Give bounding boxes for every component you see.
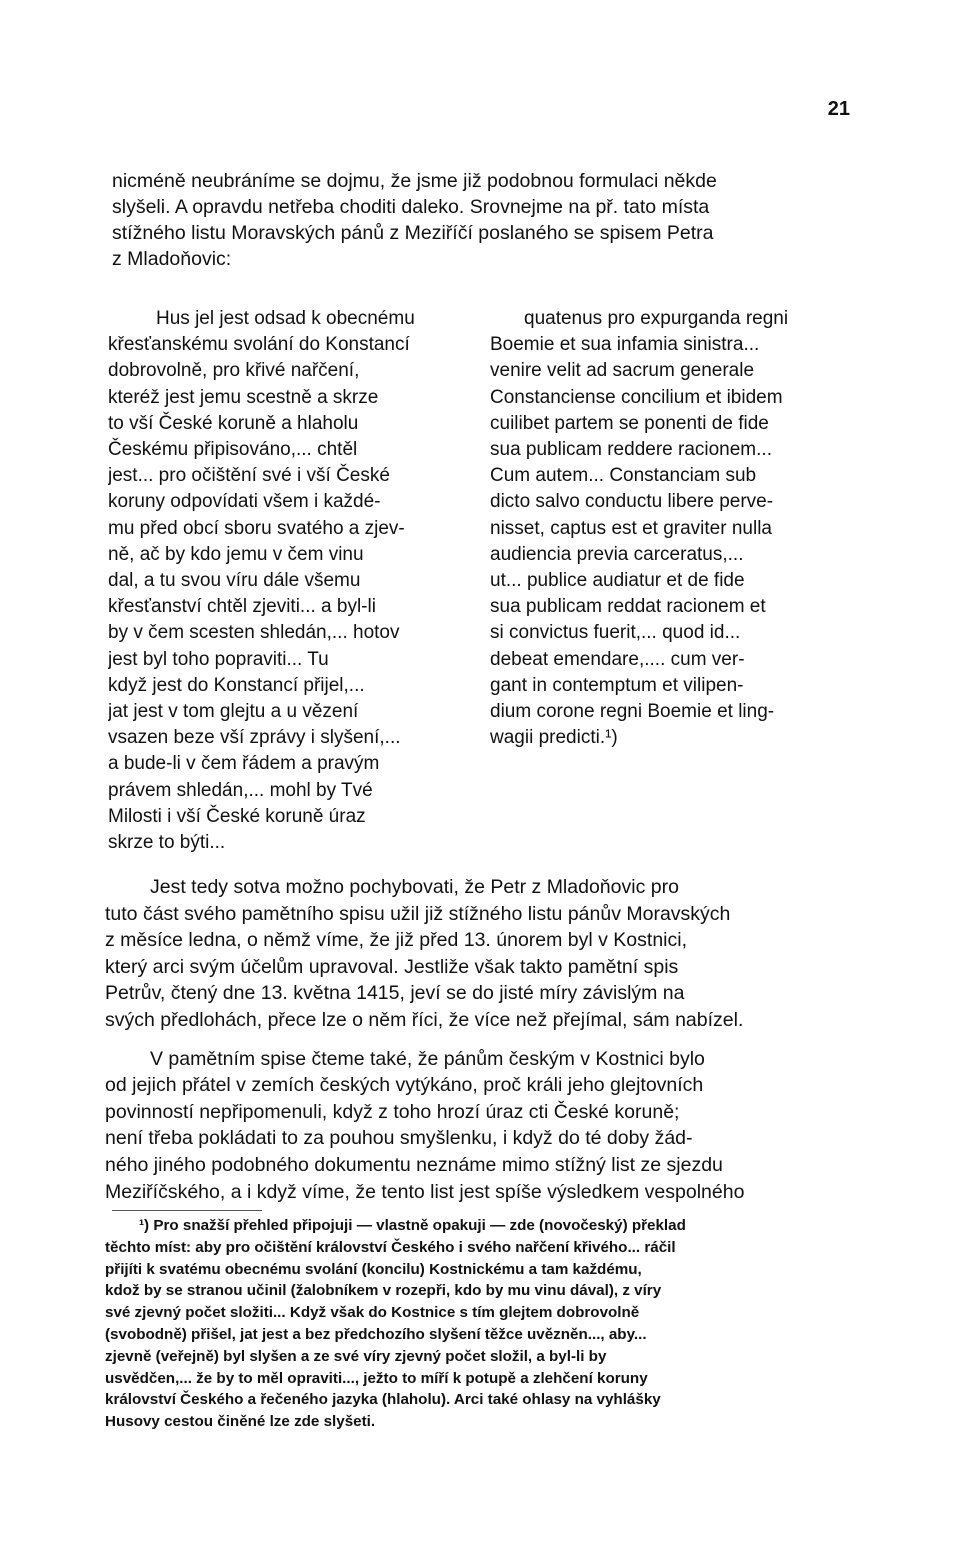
text-line: koruny odpovídati všem i každé- — [108, 491, 381, 513]
text-line: nicméně neubráníme se dojmu, že jsme již podobnou formulaci někde — [112, 170, 717, 192]
text-line: křesťanství chtěl zjeviti... a byl-li — [108, 596, 376, 618]
text-line: wagii predicti.¹) — [490, 727, 618, 749]
text-line: Husovy cestou činěné lze zde slyšeti. — [105, 1413, 376, 1431]
text-line: debeat emendare,.... cum ver- — [490, 648, 745, 670]
text-line: z měsíce ledna, o němž víme, že již před 13. únorem byl v Kostnici, — [105, 929, 688, 952]
text-line: těchto míst: aby pro očištění království Českého i svého nařčení křivého... ráčil — [105, 1238, 676, 1256]
text-line: slyšeli. A opravdu netřeba choditi daleko. Srovnejme na př. tato místa — [112, 196, 710, 218]
text-line: jest byl toho popraviti... Tu — [108, 648, 329, 670]
text-line: ¹) Pro snažší přehled připojuji — vlastně opakuji — zde (novočeský) překlad — [139, 1217, 686, 1234]
text-line: království Českého a řečeného jazyka (hlaholu). Arci také ohlasy na vyhlášky — [105, 1391, 661, 1409]
text-line: quatenus pro expurganda regni — [524, 308, 789, 329]
text-line: sua publicam reddat racionem et — [490, 596, 766, 618]
text-line: Jest tedy sotva možno pochybovati, že Petr z Mladoňovic pro — [150, 876, 679, 898]
paragraph — [105, 874, 845, 1034]
paragraph-gap — [105, 1034, 845, 1046]
text-line: dicto salvo conductu libere perve- — [490, 491, 774, 513]
text-line: právem shledán,... mohl by Tvé — [108, 779, 373, 801]
czech-quote-column — [108, 306, 470, 856]
text-line: skrze to býti... — [108, 832, 226, 854]
text-line: dobrovolně, pro křivé nařčení, — [108, 360, 360, 382]
text-line: není třeba pokládati to za pouhou smyšlenku, i když do té doby žád- — [105, 1127, 693, 1150]
text-line: vsazen beze vší zprávy i slyšení,... — [108, 727, 401, 749]
latin-quote-column — [490, 306, 850, 751]
text-line: audiencia previa carceratus,... — [490, 543, 744, 565]
text-line: stížného listu Moravských pánů z Meziříčí poslaného se spisem Petra — [112, 222, 714, 244]
text-line: tuto část svého pamětního spisu užil již stížného listu pánův Moravských — [105, 902, 731, 925]
text-line: V pamětním spise čteme také, že pánům českým v Kostnici bylo — [150, 1047, 705, 1070]
text-line: ného jiného podobného dokumentu neznáme mimo stížný list ze sjezdu — [105, 1153, 723, 1176]
text-line: dal, a tu svou víru dále všemu — [108, 570, 361, 592]
text-line: Constanciense concilium et ibidem — [490, 386, 783, 408]
text-line: gant in contemptum et vilipen- — [490, 674, 744, 696]
text-line: Hus jel jest odsad k obecnému — [156, 308, 415, 329]
text-line: od jejich přátel v zemích českých vytýkáno, proč králi jeho glejtovních — [105, 1074, 704, 1097]
text-line: sua publicam reddere racionem... — [490, 439, 772, 461]
text-line: Milosti i vší České koruně úraz — [108, 805, 366, 827]
text-line: jat jest v tom glejtu a u vězení — [108, 701, 359, 723]
page-number: 21 — [827, 98, 850, 120]
text-line: si convictus fuerit,... quod id... — [490, 622, 741, 644]
text-line: nisset, captus est et graviter nulla — [490, 517, 772, 539]
footnote — [105, 1215, 845, 1433]
text-line: svých předlohách, přece lze o něm říci, že více než přejímal, sám nabízel. — [105, 1008, 744, 1031]
text-line: Meziříčského, a i když víme, že tento list jest spíše výsledkem vespolného — [105, 1180, 745, 1203]
footnote-divider — [112, 1210, 262, 1211]
text-line: ně, ač by kdo jemu v čem vinu — [108, 543, 364, 565]
text-line: cuilibet partem se ponenti de fide — [490, 412, 769, 434]
text-line: Cum autem... Constanciam sub — [490, 465, 757, 487]
text-line: kdož by se stranou učinil (žalobníkem v rozepři, kdo by mu vinu dával), z víry — [105, 1282, 662, 1300]
text-line: mu před obcí sboru svatého a zjev- — [108, 517, 405, 539]
text-line: by v čem scesten shledán,... hotov — [108, 622, 400, 644]
body-text — [105, 874, 845, 1205]
text-line: přijíti k svatému obecnému svolání (koncilu) Kostnickému a tam každému, — [105, 1260, 642, 1278]
text-line: kteréž jest jemu scestně a skrze — [108, 386, 379, 408]
text-line: a bude-li v čem řádem a pravým — [108, 753, 380, 775]
text-line: jest... pro očištění své i vší České — [108, 465, 390, 487]
text-line: když jest do Konstancí přijel,... — [108, 674, 365, 696]
text-line: ut... publice audiatur et de fide — [490, 570, 745, 592]
text-line: z Mladoňovic: — [112, 248, 232, 270]
text-line: povinností nepřipomenuli, když z toho hrozí úraz cti České koruně; — [105, 1100, 680, 1123]
text-line: křesťanskému svolání do Konstancí — [108, 334, 410, 356]
text-line: (svobodně) přišel, jat jest a bez předchozího slyšení těžce uvězněn..., aby... — [105, 1325, 647, 1343]
text-line: zjevně (veřejně) byl slyšen a ze své víry zjevný počet složil, a byl-li by — [105, 1347, 607, 1365]
text-line: své zjevný počet složiti... Když však do Kostnice s tím glejtem dobrovolně — [105, 1304, 640, 1322]
paragraph — [105, 1046, 845, 1206]
text-line: Boemie et sua infamia sinistra... — [490, 334, 760, 356]
text-line: dium corone regni Boemie et ling- — [490, 701, 775, 723]
text-line: to vší České koruně a hlaholu — [108, 412, 359, 434]
text-line: Petrův, čtený dne 13. května 1415, jeví se do jisté míry závislým na — [105, 982, 685, 1005]
intro-paragraph — [112, 168, 852, 272]
text-line: usvědčen,... že by to měl opraviti..., ježto to míří k potupě a zlehčení koruny — [105, 1369, 648, 1387]
text-line: venire velit ad sacrum generale — [490, 360, 755, 382]
text-line: který arci svým účelům upravoval. Jestliže však takto pamětní spis — [105, 955, 679, 978]
text-line: Českému připisováno,... chtěl — [108, 439, 358, 461]
